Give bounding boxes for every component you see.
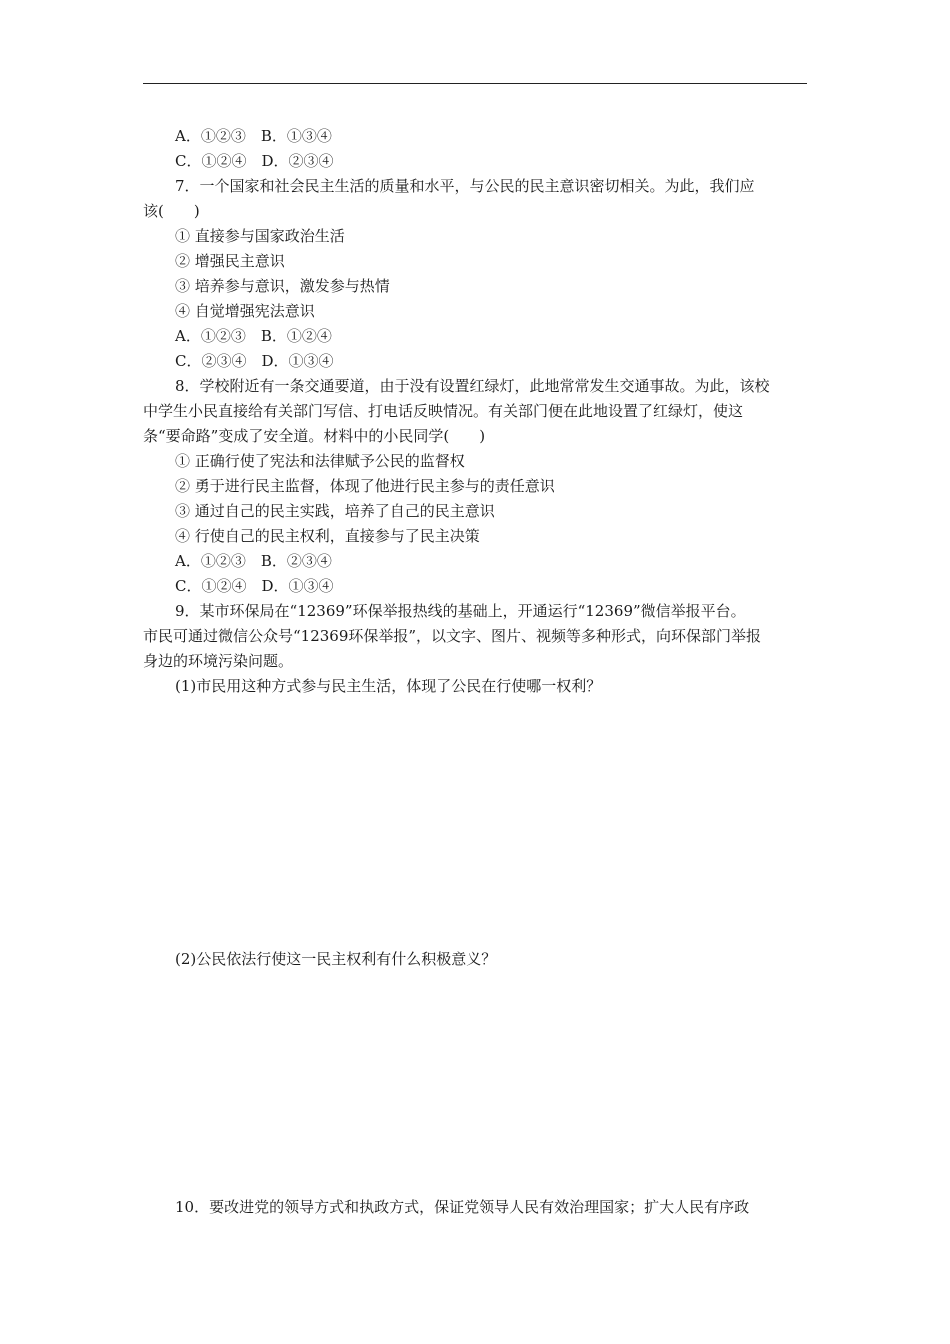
q7-options-cd: C．②③④ D．①③④ [175, 352, 334, 370]
q9-stem-line2: 市民可通过微信公众号“12369环保举报”，以文字、图片、视频等多种形式，向环保部门举报 [143, 627, 762, 645]
q8-options-cd: C．①②④ D．①③④ [175, 577, 334, 595]
q7-stem-line1: 7．一个国家和社会民主生活的质量和水平，与公民的民主意识密切相关。为此，我们应 [175, 177, 755, 195]
q7-item-4: ④ 自觉增强宪法意识 [175, 302, 315, 320]
q8-item-1: ① 正确行使了宪法和法律赋予公民的监督权 [175, 452, 465, 470]
header-rule [143, 83, 807, 84]
q7-options-ab: A．①②③ B．①②④ [175, 327, 332, 345]
q7-item-3: ③ 培养参与意识，激发参与热情 [175, 277, 390, 295]
q6-options-ab: A．①②③ B．①③④ [175, 127, 332, 145]
q6-options-cd: C．①②④ D．②③④ [175, 152, 334, 170]
q8-options-ab: A．①②③ B．②③④ [175, 552, 332, 570]
q8-stem-line3: 条“要命路”变成了安全道。材料中的小民同学( ) [143, 427, 486, 445]
q8-item-3: ③ 通过自己的民主实践，培养了自己的民主意识 [175, 502, 495, 520]
q8-item-2: ② 勇于进行民主监督，体现了他进行民主参与的责任意识 [175, 477, 555, 495]
q7-stem-line2: 该( ) [143, 202, 200, 220]
q7-item-2: ② 增强民主意识 [175, 252, 285, 270]
q9-sub-question-1: (1)市民用这种方式参与民主生活，体现了公民在行使哪一权利？ [175, 677, 602, 695]
q9-stem-line3: 身边的环境污染问题。 [143, 652, 294, 670]
q7-item-1: ① 直接参与国家政治生活 [175, 227, 345, 245]
q9-sub-question-2: (2)公民依法行使这一民主权利有什么积极意义？ [175, 950, 497, 968]
q9-stem-line1: 9．某市环保局在“12369”环保举报热线的基础上，开通运行“12369”微信举报平台。 [175, 602, 746, 620]
q8-item-4: ④ 行使自己的民主权利，直接参与了民主决策 [175, 527, 480, 545]
q10-stem-line1: 10．要改进党的领导方式和执政方式，保证党领导人民有效治理国家；扩大人民有序政 [175, 1198, 750, 1216]
q8-stem-line2: 中学生小民直接给有关部门写信、打电话反映情况。有关部门便在此地设置了红绿灯，使这 [143, 402, 744, 420]
q8-stem-line1: 8．学校附近有一条交通要道，由于没有设置红绿灯，此地常常发生交通事故。为此，该校 [175, 377, 770, 395]
